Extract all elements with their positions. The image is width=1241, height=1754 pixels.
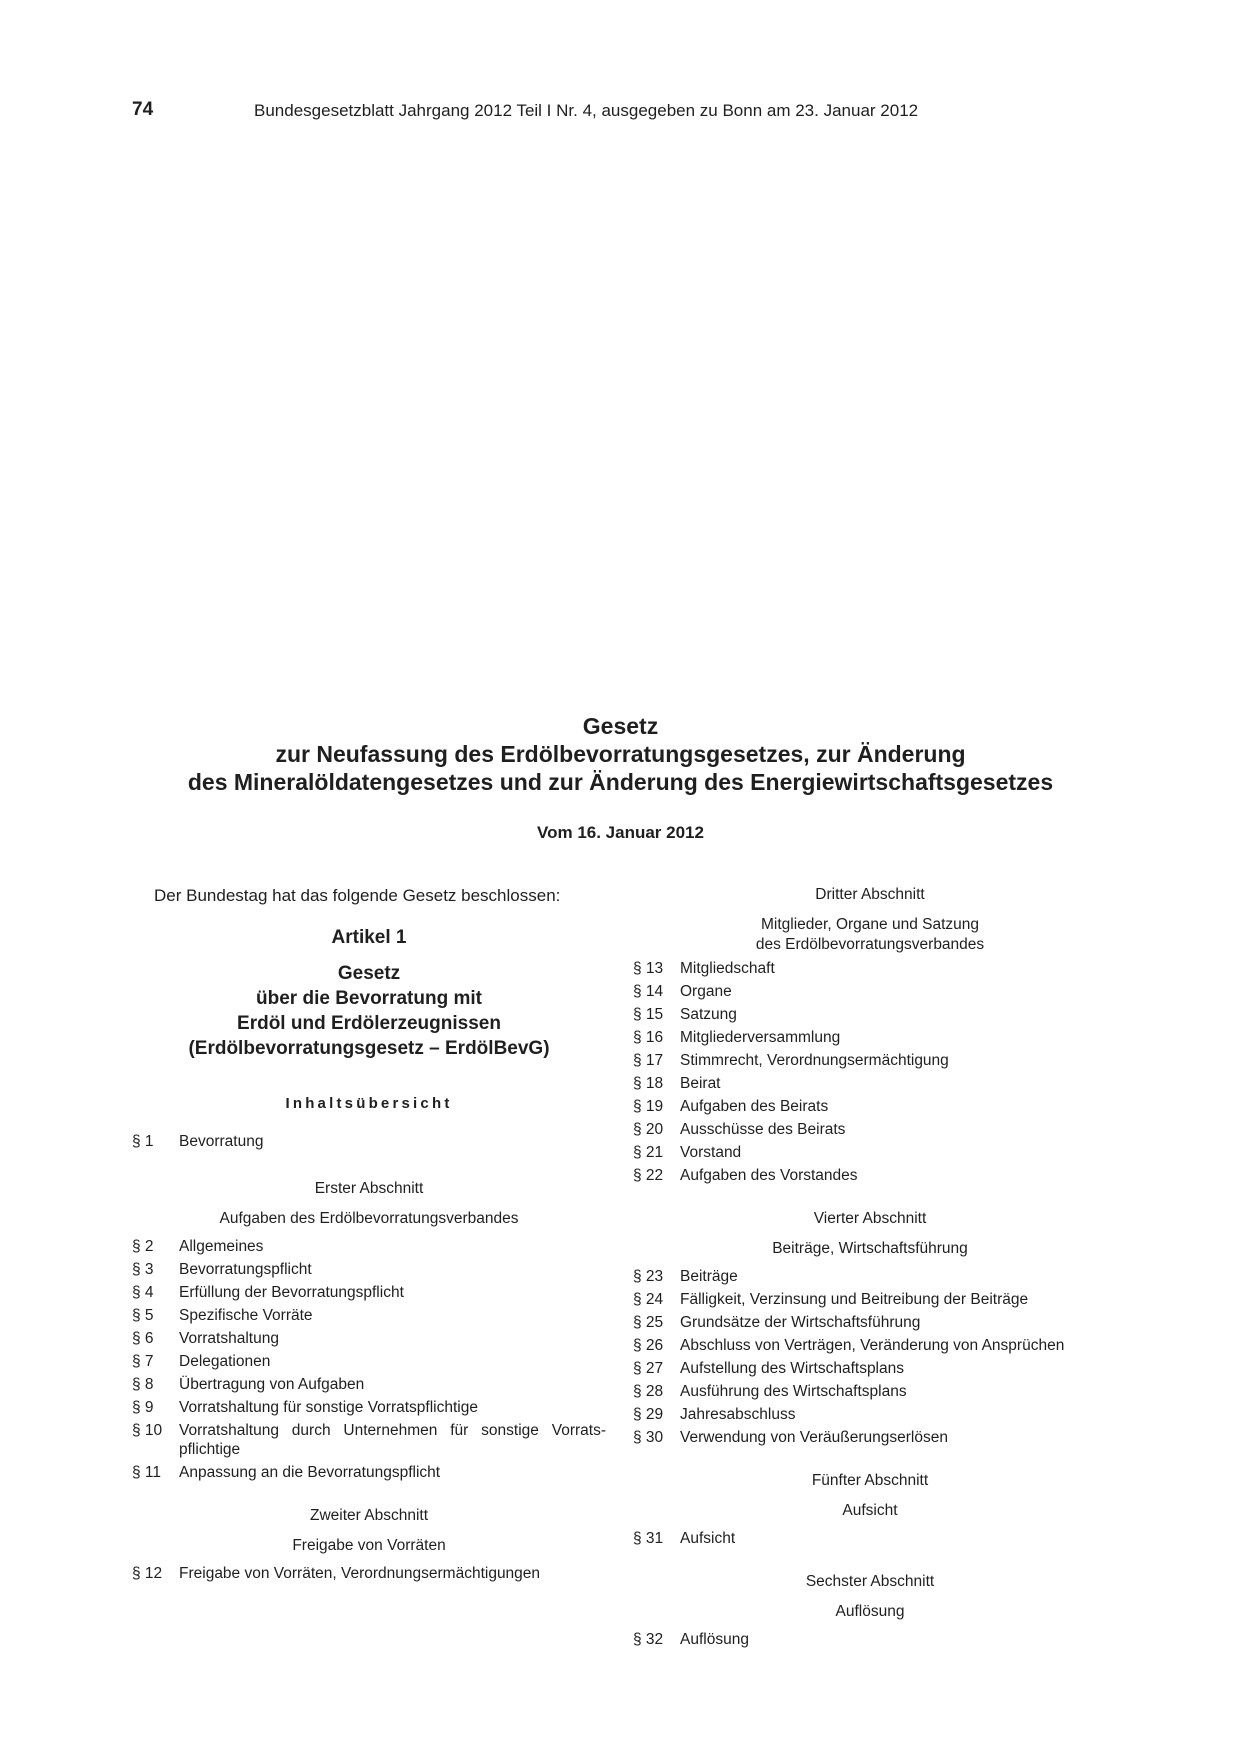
toc-entry — [633, 1267, 1107, 1286]
section-subtitle — [633, 915, 1107, 955]
section-subtitle: Freigabe von Vorräten — [292, 1537, 446, 1554]
toc-entry — [633, 1290, 1107, 1309]
toc-entry-number: § 28 — [633, 1383, 664, 1400]
toc-entry-text: Übertragung von Aufgaben — [179, 1376, 365, 1393]
toc-entry — [633, 1630, 1107, 1649]
toc-entry-number: § 18 — [633, 1075, 664, 1092]
toc-entry-number: § 29 — [633, 1406, 664, 1423]
toc-entry — [132, 1329, 606, 1348]
toc-entry-number: § 9 — [132, 1399, 154, 1416]
toc-entry — [132, 1564, 606, 1583]
toc-entry — [132, 1398, 606, 1417]
right-column — [633, 885, 1107, 1653]
section-subtitle: Aufgaben des Erdölbevorratungsverbandes — [219, 1210, 519, 1227]
law-title-line: zur Neufassung des Erdölbevorratungsgesetzes, zur Änderung — [275, 741, 966, 767]
toc-entry — [633, 1028, 1107, 1047]
section-subtitle: Beiträge, Wirtschaftsführung — [772, 1240, 968, 1257]
toc-entry — [633, 1143, 1107, 1162]
toc-entry — [633, 1051, 1107, 1070]
toc-entry — [633, 1313, 1107, 1332]
toc-entry-number: § 20 — [633, 1121, 664, 1138]
law-title-line: Gesetz — [582, 713, 659, 739]
section-title: Dritter Abschnitt — [815, 886, 925, 903]
toc-entry-number: § 27 — [633, 1360, 664, 1377]
section-title: Fünfter Abschnitt — [811, 1472, 929, 1489]
toc-entry — [633, 1529, 1107, 1548]
toc-entry-number: § 30 — [633, 1429, 664, 1446]
toc-entry-number: § 2 — [132, 1238, 154, 1255]
section-subtitle-line: des Erdölbevorratungsverbandes — [755, 936, 985, 953]
toc-entry-text: Bevorratungspflicht — [179, 1261, 312, 1278]
toc-entry-text: Aufsicht — [680, 1530, 736, 1547]
toc-entry-number: § 15 — [633, 1006, 664, 1023]
toc-entry-text: Organe — [680, 983, 732, 1000]
toc-entry — [633, 1166, 1107, 1185]
section-entries — [132, 1237, 606, 1482]
toc-entry-text: Stimmrecht, Verordnungsermächtigung — [680, 1052, 949, 1069]
toc-entry — [132, 1306, 606, 1325]
toc-entry-number: § 19 — [633, 1098, 664, 1115]
toc-entry-text: Fälligkeit, Verzinsung und Beitreibung der Beiträge — [680, 1291, 1029, 1308]
toc-entry-text: Mitgliedschaft — [680, 960, 775, 977]
running-header: Bundesgesetzblatt Jahrgang 2012 Teil I Nr. 4, ausgegeben zu Bonn am 23. Januar 2012 — [254, 101, 919, 120]
toc-entry-text: Aufgaben des Vorstandes — [680, 1167, 858, 1184]
toc-entry-text: Aufgaben des Beirats — [680, 1098, 829, 1115]
toc-entry — [633, 959, 1107, 978]
section-subtitle-line: Mitglieder, Organe und Satzung — [761, 916, 979, 933]
toc-entry-text: Auflösung — [680, 1631, 749, 1648]
toc-entry-text: Allgemeines — [179, 1238, 264, 1255]
toc-heading: Inhaltsübersicht — [285, 1095, 453, 1112]
toc-entry-number: § 32 — [633, 1631, 664, 1648]
act-title — [132, 961, 606, 1061]
toc-entry-number: § 3 — [132, 1261, 154, 1278]
toc-entry-text: Freigabe von Vorräten, Verordnungsermächtigungen — [179, 1565, 541, 1582]
toc-entry-number: § 4 — [132, 1284, 154, 1301]
toc-entry-number: § 31 — [633, 1530, 664, 1547]
toc-entry — [132, 1421, 606, 1459]
section-entries — [633, 959, 1107, 1185]
toc-entry-text: Aufstellung des Wirtschaftsplans — [680, 1360, 904, 1377]
toc-entry-text: Ausführung des Wirtschaftsplans — [680, 1383, 907, 1400]
toc-entry-number: § 8 — [132, 1376, 154, 1393]
toc-entry-number: § 25 — [633, 1314, 664, 1331]
toc-entry — [633, 1097, 1107, 1116]
toc-entry-text: Beiträge — [680, 1268, 738, 1285]
toc-entry — [132, 1260, 606, 1279]
toc-entry — [633, 1120, 1107, 1139]
toc-entry-text: Vorratshaltung durch Unternehmen für sonstige Vorrats-pflichtige — [179, 1422, 606, 1458]
toc-entry — [633, 1074, 1107, 1093]
toc-entry-number: § 23 — [633, 1268, 664, 1285]
toc-entry-text: Jahresabschluss — [680, 1406, 796, 1423]
act-title-line: über die Bevorratung mit — [256, 988, 482, 1009]
toc-entry-number: § 16 — [633, 1029, 664, 1046]
article-heading: Artikel 1 — [331, 927, 407, 948]
toc-entry-number: § 11 — [132, 1464, 162, 1481]
toc-entry — [132, 1352, 606, 1371]
toc-entry — [132, 1375, 606, 1394]
toc-entry-text: Satzung — [680, 1006, 737, 1023]
toc-entry-text: Abschluss von Verträgen, Veränderung von Ansprüchen — [680, 1337, 1065, 1354]
law-title-block — [0, 712, 1241, 843]
toc-entry-text: Vorstand — [680, 1144, 742, 1161]
section-title: Sechster Abschnitt — [805, 1573, 935, 1590]
toc-entry — [633, 1428, 1107, 1447]
toc-entry-text: Beirat — [680, 1075, 721, 1092]
toc-entry — [132, 1283, 606, 1302]
toc-entry-text: Spezifische Vorräte — [179, 1307, 313, 1324]
toc-entry — [633, 982, 1107, 1001]
law-title-line: des Mineralöldatengesetzes und zur Änderung des Energiewirtschaftsgesetzes — [187, 769, 1054, 795]
toc-entry-number: § 24 — [633, 1291, 664, 1308]
act-title-line: Erdöl und Erdölerzeugnissen — [237, 1013, 501, 1034]
toc-entry-number: § 26 — [633, 1337, 664, 1354]
toc-entry — [132, 1463, 606, 1482]
toc-entry-number: § 13 — [633, 960, 664, 977]
toc-entry-text: Vorratshaltung für sonstige Vorratspflichtige — [179, 1399, 478, 1416]
toc-entry-number: § 5 — [132, 1307, 154, 1324]
toc-entry-number: § 1 — [132, 1133, 154, 1150]
act-title-line: Gesetz — [337, 963, 401, 984]
law-date: Vom 16. Januar 2012 — [537, 823, 704, 842]
toc-entry-number: § 21 — [633, 1144, 664, 1161]
toc-entry-text: Verwendung von Veräußerungserlösen — [680, 1429, 948, 1446]
section-subtitle: Aufsicht — [842, 1502, 898, 1519]
toc-entry — [633, 1336, 1107, 1355]
toc-entry-number: § 22 — [633, 1167, 664, 1184]
toc-entry-number: § 12 — [132, 1565, 163, 1582]
page-number: 74 — [132, 99, 154, 120]
toc-entry-text: Ausschüsse des Beirats — [680, 1121, 846, 1138]
toc-entry-text: Anpassung an die Bevorratungspflicht — [179, 1464, 441, 1481]
toc-entry-text: Bevorratung — [179, 1133, 264, 1150]
toc-entry-number: § 6 — [132, 1330, 154, 1347]
act-title-line: (Erdölbevorratungsgesetz – ErdölBevG) — [188, 1038, 550, 1059]
toc-entry-text: Grundsätze der Wirtschaftsführung — [680, 1314, 921, 1331]
intro-text: Der Bundestag hat das folgende Gesetz beschlossen: — [154, 886, 561, 905]
section-subtitle: Auflösung — [835, 1603, 905, 1620]
toc-entry-number: § 10 — [132, 1422, 163, 1439]
toc-entry — [633, 1005, 1107, 1024]
toc-entry — [132, 1237, 606, 1256]
toc-entry-text: Mitgliederversammlung — [680, 1029, 841, 1046]
toc-entry-number: § 17 — [633, 1052, 664, 1069]
section-title: Zweiter Abschnitt — [309, 1507, 429, 1524]
toc-entry — [633, 1382, 1107, 1401]
toc-entry — [132, 1132, 606, 1151]
section-entries — [633, 1267, 1107, 1447]
toc-entry-number: § 14 — [633, 983, 664, 1000]
toc-entry-text: Vorratshaltung — [179, 1330, 279, 1347]
toc-entry — [633, 1359, 1107, 1378]
section-title: Erster Abschnitt — [314, 1180, 424, 1197]
toc-entry-text: Delegationen — [179, 1353, 271, 1370]
section-title: Vierter Abschnitt — [813, 1210, 927, 1227]
left-column — [132, 885, 606, 1587]
toc-entry — [633, 1405, 1107, 1424]
toc-entry-number: § 7 — [132, 1353, 154, 1370]
toc-entry-text: Erfüllung der Bevorratungspflicht — [179, 1284, 404, 1301]
